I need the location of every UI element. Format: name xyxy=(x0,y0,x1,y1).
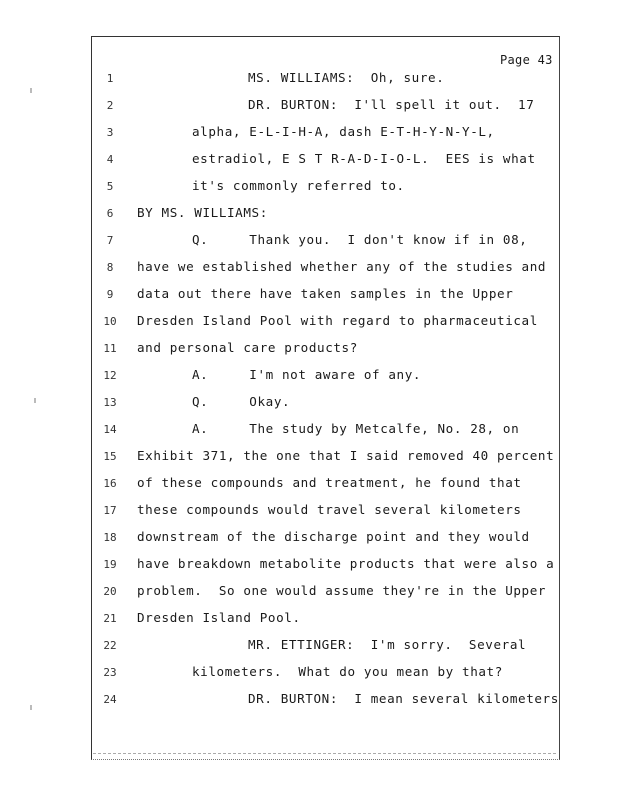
line-number: 6 xyxy=(106,207,114,220)
transcript-line: BY MS. WILLIAMS: xyxy=(137,205,268,220)
line-number: 2 xyxy=(106,99,114,112)
line-number: 11 xyxy=(103,342,117,355)
line-number: 1 xyxy=(106,72,114,85)
line-number: 18 xyxy=(103,531,117,544)
line-number: 8 xyxy=(106,261,114,274)
scan-speck xyxy=(34,398,36,403)
line-number: 20 xyxy=(103,585,117,598)
transcript-line: kilometers. What do you mean by that? xyxy=(192,664,503,679)
transcript-line: problem. So one would assume they're in the Upper xyxy=(137,583,547,598)
transcript-line: downstream of the discharge point and they would xyxy=(137,529,530,544)
scan-speck xyxy=(30,88,32,93)
line-number: 9 xyxy=(106,288,114,301)
line-number: 5 xyxy=(106,180,114,193)
transcript-line: DR. BURTON: I mean several kilometers xyxy=(248,691,559,706)
transcript-line: MR. ETTINGER: I'm sorry. Several xyxy=(248,637,527,652)
transcript-line: Exhibit 371, the one that I said removed 40 percent xyxy=(137,448,555,463)
line-number: 10 xyxy=(103,315,117,328)
transcript-line: Q. Thank you. I don't know if in 08, xyxy=(192,232,528,247)
line-number: 23 xyxy=(103,666,117,679)
line-number: 16 xyxy=(103,477,117,490)
transcript-line: it's commonly referred to. xyxy=(192,178,405,193)
line-number: 19 xyxy=(103,558,117,571)
transcript-line: A. I'm not aware of any. xyxy=(192,367,422,382)
line-number: 24 xyxy=(103,693,117,706)
transcript-line: Dresden Island Pool. xyxy=(137,610,301,625)
transcript-line: Dresden Island Pool with regard to pharmaceutical xyxy=(137,313,538,328)
transcript-line: MS. WILLIAMS: Oh, sure. xyxy=(248,70,445,85)
page-number: Page 43 xyxy=(500,53,553,67)
transcript-line: data out there have taken samples in the Upper xyxy=(137,286,514,301)
scan-speck xyxy=(30,705,32,710)
transcript-line: alpha, E-L-I-H-A, dash E-T-H-Y-N-Y-L, xyxy=(192,124,495,139)
line-number: 12 xyxy=(103,369,117,382)
transcript-line: and personal care products? xyxy=(137,340,358,355)
transcript-line: these compounds would travel several kilometers xyxy=(137,502,522,517)
transcript-line: DR. BURTON: I'll spell it out. 17 xyxy=(248,97,535,112)
transcript-line: Q. Okay. xyxy=(192,394,291,409)
transcript-line: have we established whether any of the studies and xyxy=(137,259,547,274)
line-number: 4 xyxy=(106,153,114,166)
line-number: 7 xyxy=(106,234,114,247)
transcript-line: estradiol, E S T R-A-D-I-O-L. EES is what xyxy=(192,151,536,166)
transcript-line: have breakdown metabolite products that were also a xyxy=(137,556,555,571)
line-number: 13 xyxy=(103,396,117,409)
line-number: 3 xyxy=(106,126,114,139)
line-number: 17 xyxy=(103,504,117,517)
scan-noise-bottom xyxy=(93,753,556,756)
transcript-line: of these compounds and treatment, he found that xyxy=(137,475,522,490)
line-number: 15 xyxy=(103,450,117,463)
transcript-line: A. The study by Metcalfe, No. 28, on xyxy=(192,421,520,436)
line-number: 22 xyxy=(103,639,117,652)
line-number: 14 xyxy=(103,423,117,436)
line-number: 21 xyxy=(103,612,117,625)
